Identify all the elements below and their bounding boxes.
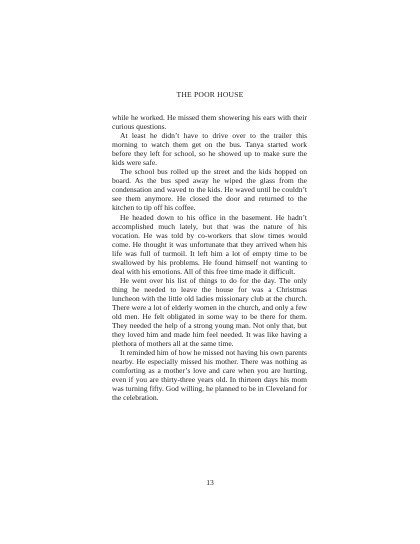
running-head: THE POOR HOUSE [176, 90, 244, 99]
paragraph: At least he didn’t have to drive over to the trailer this morning to watch them get on the bus. Tanya started work before they left for school, so he showed up to make sure the kids were safe. [112, 131, 307, 168]
body-text [112, 113, 307, 403]
paragraph: It reminded him of how he missed not having his own parents nearby. He especially missed his mother. There was nothing as comforting as a mother’s love and care when you are hurting, even if you are thirty-three years old. In thirteen days his mom was turning fifty. God willing, he planned to be in Cleveland for the celebration. [112, 348, 307, 403]
page-number: 13 [206, 478, 214, 487]
paragraph: The school bus rolled up the street and the kids hopped on board. As the bus sped away he wiped the glass from the condensation and waved to the kids. He waved until he couldn’t see them anymore. He closed the door and returned to the kitchen to tip off his coffee. [112, 167, 307, 213]
paragraph: while he worked. He missed them showering his ears with their curious questions. [112, 113, 307, 132]
paragraph: He went over his list of things to do for the day. The only thing he needed to leave the house for was a Christmas luncheon with the little old ladies missionary club at the church. There were a lot of elderly women in the church, and only a few old men. He felt obligated in some way to be there for them. They needed the help of a strong young man. Not only that, but they loved him and made him feel needed. It was like having a plethora of mothers all at the same time. [112, 275, 307, 349]
paragraph: He headed down to his office in the basement. He hadn’t accomplished much lately, but that was the nature of his vocation. He was told by co-workers that slow times would come. He thought it was unfortunate that they arrived when his life was full of turmoil. It left him a lot of empty time to be swallowed by his problems. He found himself not wanting to deal with his emotions. All of this free time made it difficult. [112, 212, 307, 276]
